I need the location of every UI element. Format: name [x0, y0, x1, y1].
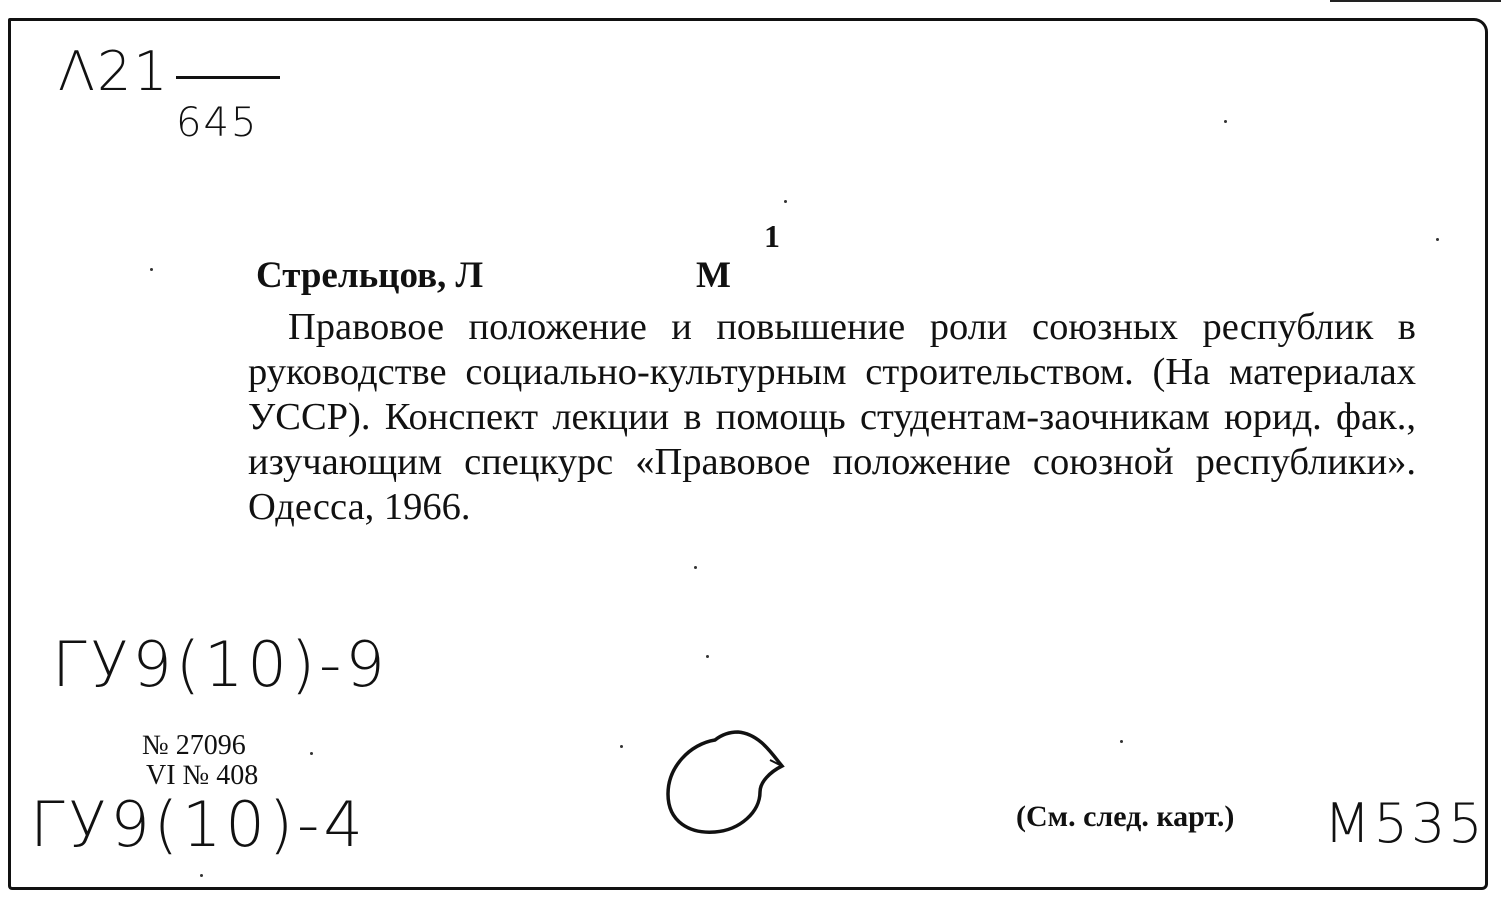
accession-number-2: VI № 408: [146, 760, 259, 791]
bibliographic-description: Правовое положение и повышение роли союзных республик в руководстве социально-культурным строительством. (На материалах УССР). Конспект лекции в помощь студентам-заочникам юрид. фак., изучающим спецкурс «Правовое положение союзной республики». Одесса, 1966.: [248, 306, 1416, 528]
ink-speck: [1224, 120, 1227, 123]
handwritten-class-code-1: ГУ9(10)-9: [52, 628, 389, 701]
author-initial: М: [696, 255, 731, 296]
handwritten-shelf-mark-sub: 645: [176, 100, 259, 146]
ink-speck: [620, 745, 623, 748]
ink-speck: [310, 752, 313, 755]
ink-speck: [1120, 740, 1123, 743]
shelf-mark-top: Λ21: [58, 40, 170, 103]
ink-speck: [200, 874, 203, 877]
fraction-line: [176, 76, 280, 79]
ink-speck: [1436, 238, 1439, 241]
handwritten-author-mark: М535: [1324, 792, 1486, 855]
see-next-card-note: (См. след. карт.): [1016, 800, 1235, 833]
oval-stamp-icon: [660, 722, 790, 842]
card-top-edge: [1330, 0, 1501, 2]
ink-speck: [694, 566, 697, 569]
card-number: 1: [764, 218, 780, 254]
handwritten-shelf-mark: [58, 40, 170, 103]
ink-speck: [706, 655, 709, 658]
author-name: Стрельцов, Л: [256, 255, 484, 296]
ink-speck: [150, 268, 153, 271]
handwritten-class-code-2: ГУ9(10)-4: [30, 788, 367, 861]
ink-speck: [784, 200, 787, 203]
accession-number-1: № 27096: [142, 730, 246, 761]
